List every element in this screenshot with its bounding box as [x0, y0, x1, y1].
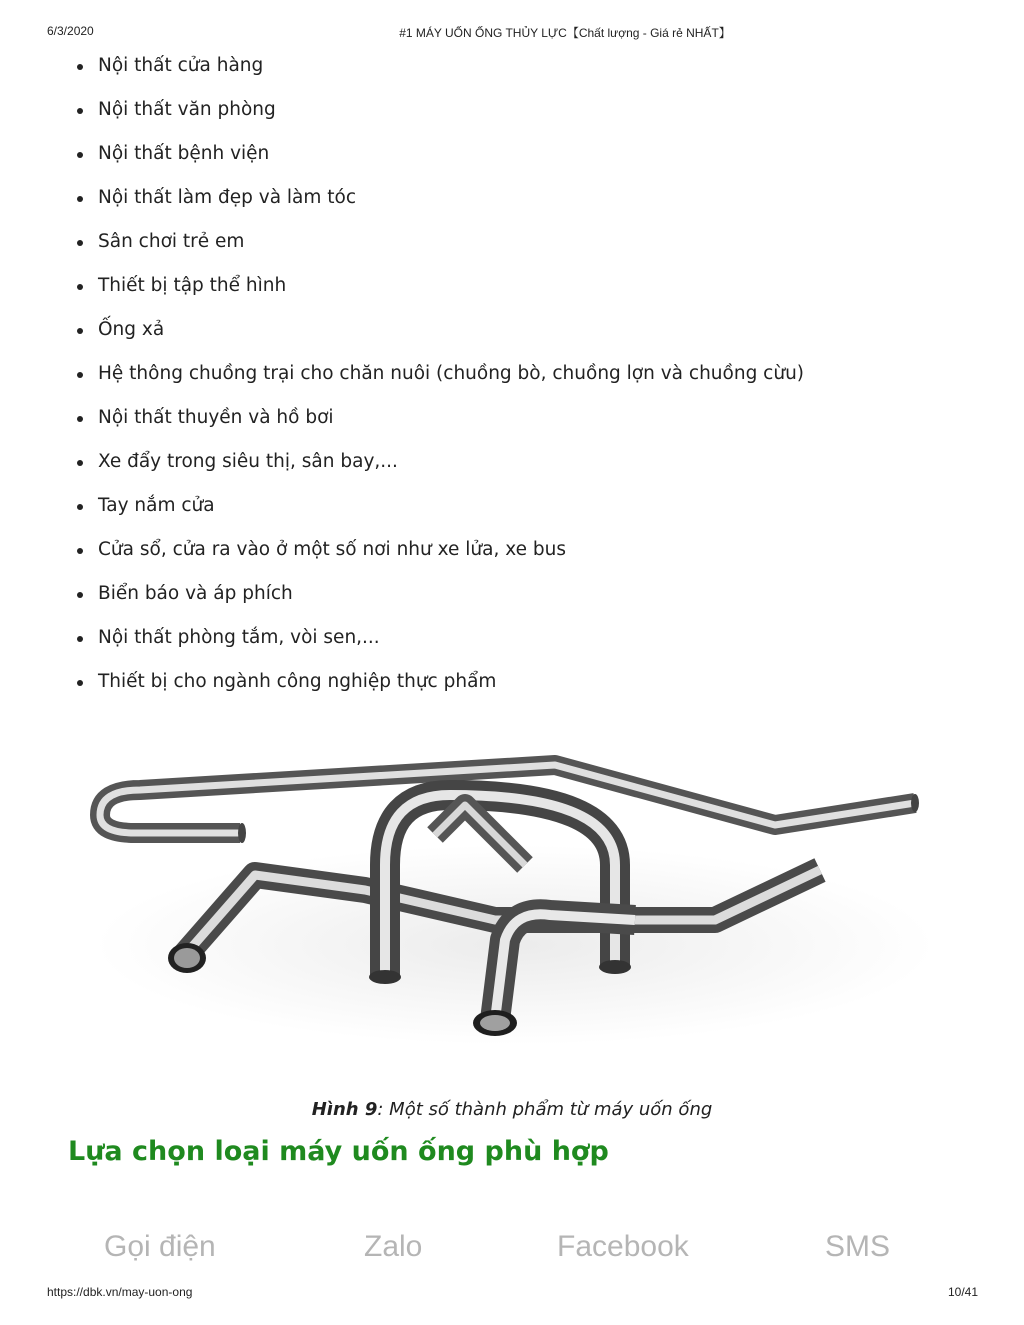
zalo-button[interactable]: Zalo [364, 1230, 423, 1263]
list-item: Nội thất bệnh viện [75, 140, 804, 184]
figure-caption-label: Hình 9 [311, 1099, 378, 1120]
list-item: Nội thất văn phòng [75, 96, 804, 140]
list-item: Thiết bị tập thể hình [75, 272, 804, 316]
header-date: 6/3/2020 [47, 24, 94, 38]
facebook-button[interactable]: Facebook [557, 1230, 689, 1263]
bent-pipes-image [75, 715, 955, 1085]
header-title: #1 MÁY UỐN ỐNG THỦY LỰC【Chất lượng - Giá rẻ NHẤT】 [399, 26, 731, 40]
list-item: Sân chơi trẻ em [75, 228, 804, 272]
footer-url: https://dbk.vn/may-uon-ong [47, 1285, 193, 1299]
application-list [75, 52, 804, 712]
list-item: Xe đẩy trong siêu thị, sân bay,... [75, 448, 804, 492]
list-item: Nội thất phòng tắm, vòi sen,... [75, 624, 804, 668]
list-item: Cửa sổ, cửa ra vào ở một số nơi như xe lửa, xe bus [75, 536, 804, 580]
list-item: Nội thất thuyền và hồ bơi [75, 404, 804, 448]
list-item: Biển báo và áp phích [75, 580, 804, 624]
list-item: Thiết bị cho ngành công nghiệp thực phẩm [75, 668, 804, 712]
contact-bar [0, 1230, 1024, 1276]
list-item: Ống xả [75, 316, 804, 360]
list-item: Nội thất làm đẹp và làm tóc [75, 184, 804, 228]
figure-caption-text: : Một số thành phẩm từ máy uốn ống [377, 1099, 713, 1120]
list-item: Hệ thông chuồng trại cho chăn nuôi (chuồng bò, chuồng lợn và chuồng cừu) [75, 360, 804, 404]
figure-caption [0, 1099, 1024, 1120]
page-number: 10/41 [947, 1285, 978, 1299]
list-item: Tay nắm cửa [75, 492, 804, 536]
sms-button[interactable]: SMS [825, 1230, 891, 1263]
section-heading: Lựa chọn loại máy uốn ống phù hợp [68, 1136, 609, 1167]
list-item: Nội thất cửa hàng [75, 52, 804, 96]
call-button[interactable]: Gọi điện [104, 1230, 216, 1263]
